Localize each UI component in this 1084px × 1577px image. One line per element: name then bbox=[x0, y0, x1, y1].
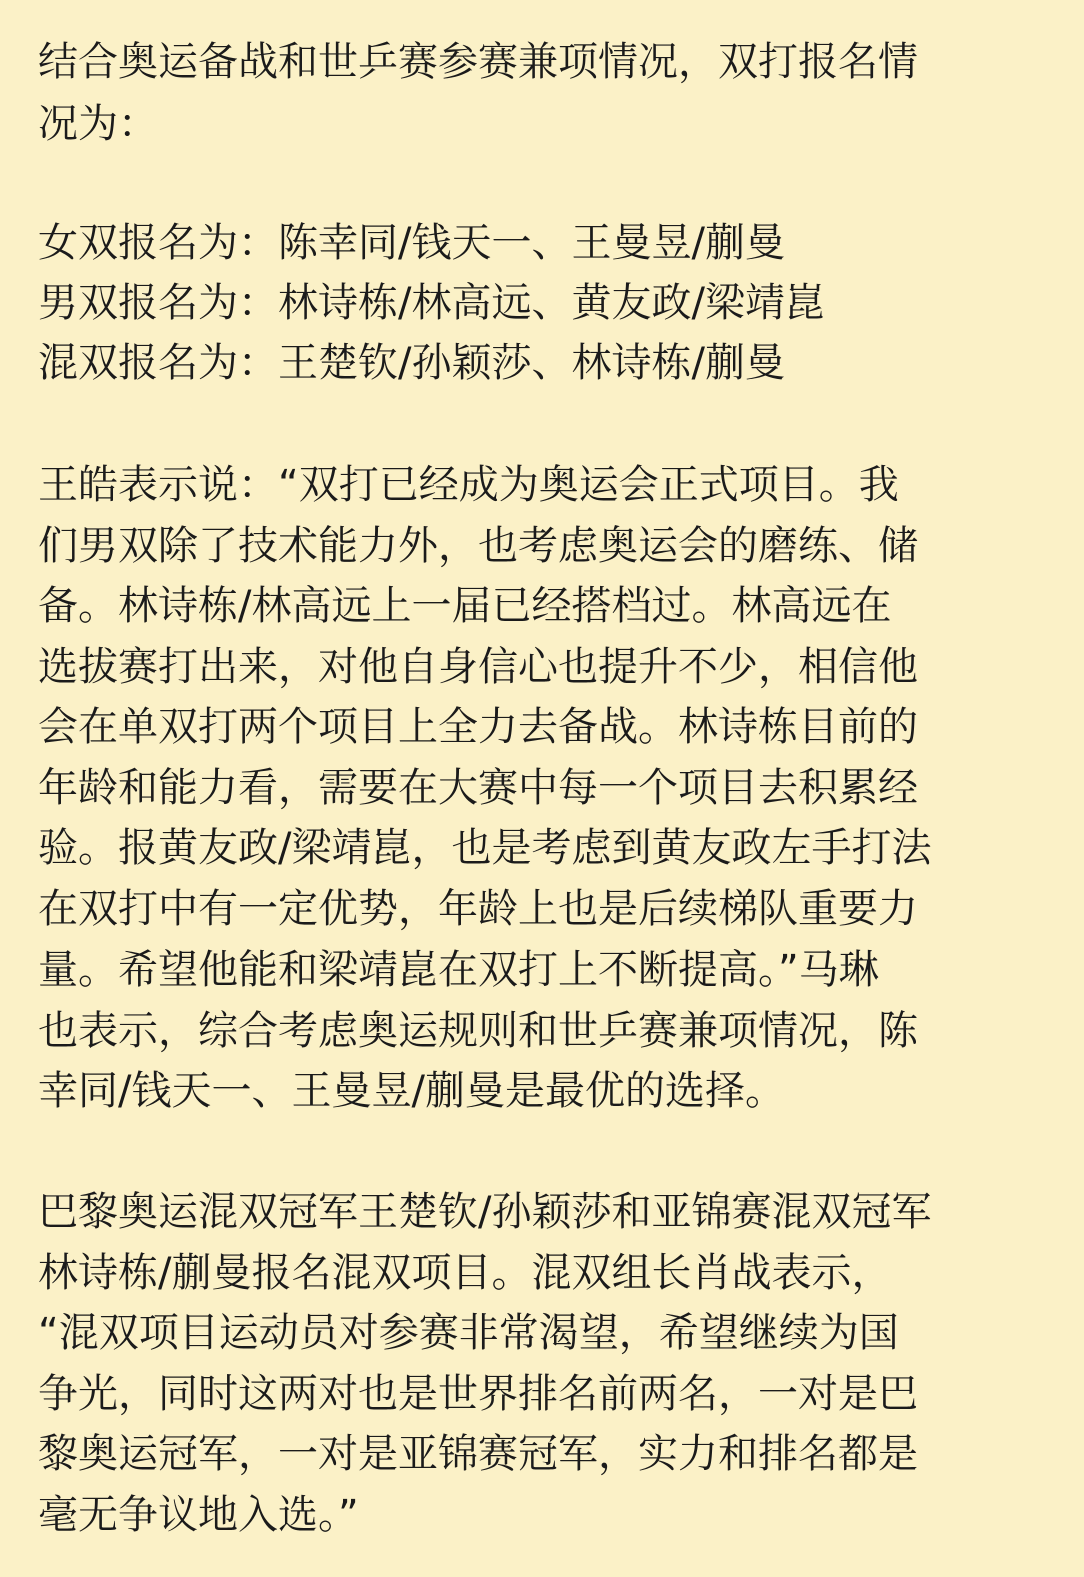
article-line-1: 结合奥运备战和世乒赛参赛兼项情况，双打报名情 bbox=[38, 39, 918, 85]
article-line-17: 巴黎奥运混双冠军王楚钦/孙颖莎和亚锦赛混双冠军 bbox=[38, 1189, 932, 1235]
article-line-2: 况为： bbox=[38, 101, 158, 147]
article-line-10: 会在单双打两个项目上全力去备战。林诗栋目前的 bbox=[38, 704, 918, 750]
article-line-20: 争光，同时这两对也是世界排名前两名，一对是巴 bbox=[38, 1371, 918, 1417]
article-line-22: 毫无争议地入选。” bbox=[38, 1492, 359, 1538]
article-line-18: 林诗栋/蒯曼报名混双项目。混双组长肖战表示， bbox=[38, 1250, 892, 1296]
article-line-21: 黎奥运冠军，一对是亚锦赛冠军，实力和排名都是 bbox=[38, 1431, 918, 1477]
article-line-15: 也表示，综合考虑奥运规则和世乒赛兼项情况，陈 bbox=[38, 1008, 918, 1054]
article-line-13: 在双打中有一定优势，年龄上也是后续梯队重要力 bbox=[38, 886, 918, 932]
article-line-11: 年龄和能力看，需要在大赛中每一个项目去积累经 bbox=[38, 765, 918, 811]
article-line-8: 备。林诗栋/林高远上一届已经搭档过。林高远在 bbox=[38, 583, 892, 629]
article-line-14: 量。希望他能和梁靖崑在双打上不断提高。”马琳 bbox=[38, 947, 879, 993]
article-line-6: 王皓表示说：“双打已经成为奥运会正式项目。我 bbox=[38, 462, 899, 508]
article-line-9: 选拔赛打出来，对他自身信心也提升不少，相信他 bbox=[38, 644, 918, 690]
article-line-12: 验。报黄友政/梁靖崑，也是考虑到黄友政左手打法 bbox=[38, 825, 932, 871]
womens-doubles-line: 女双报名为：陈幸同/钱天一、王曼昱/蒯曼 bbox=[38, 220, 785, 266]
mens-doubles-line: 男双报名为：林诗栋/林高远、黄友政/梁靖崑 bbox=[38, 280, 825, 326]
article-line-19: “混双项目运动员对参赛非常渴望，希望继续为国 bbox=[38, 1310, 899, 1356]
mixed-doubles-line: 混双报名为：王楚钦/孙颖莎、林诗栋/蒯曼 bbox=[38, 340, 785, 386]
article-line-7: 们男双除了技术能力外，也考虑奥运会的磨练、储 bbox=[38, 523, 918, 569]
article-line-16: 幸同/钱天一、王曼昱/蒯曼是最优的选择。 bbox=[38, 1068, 785, 1114]
